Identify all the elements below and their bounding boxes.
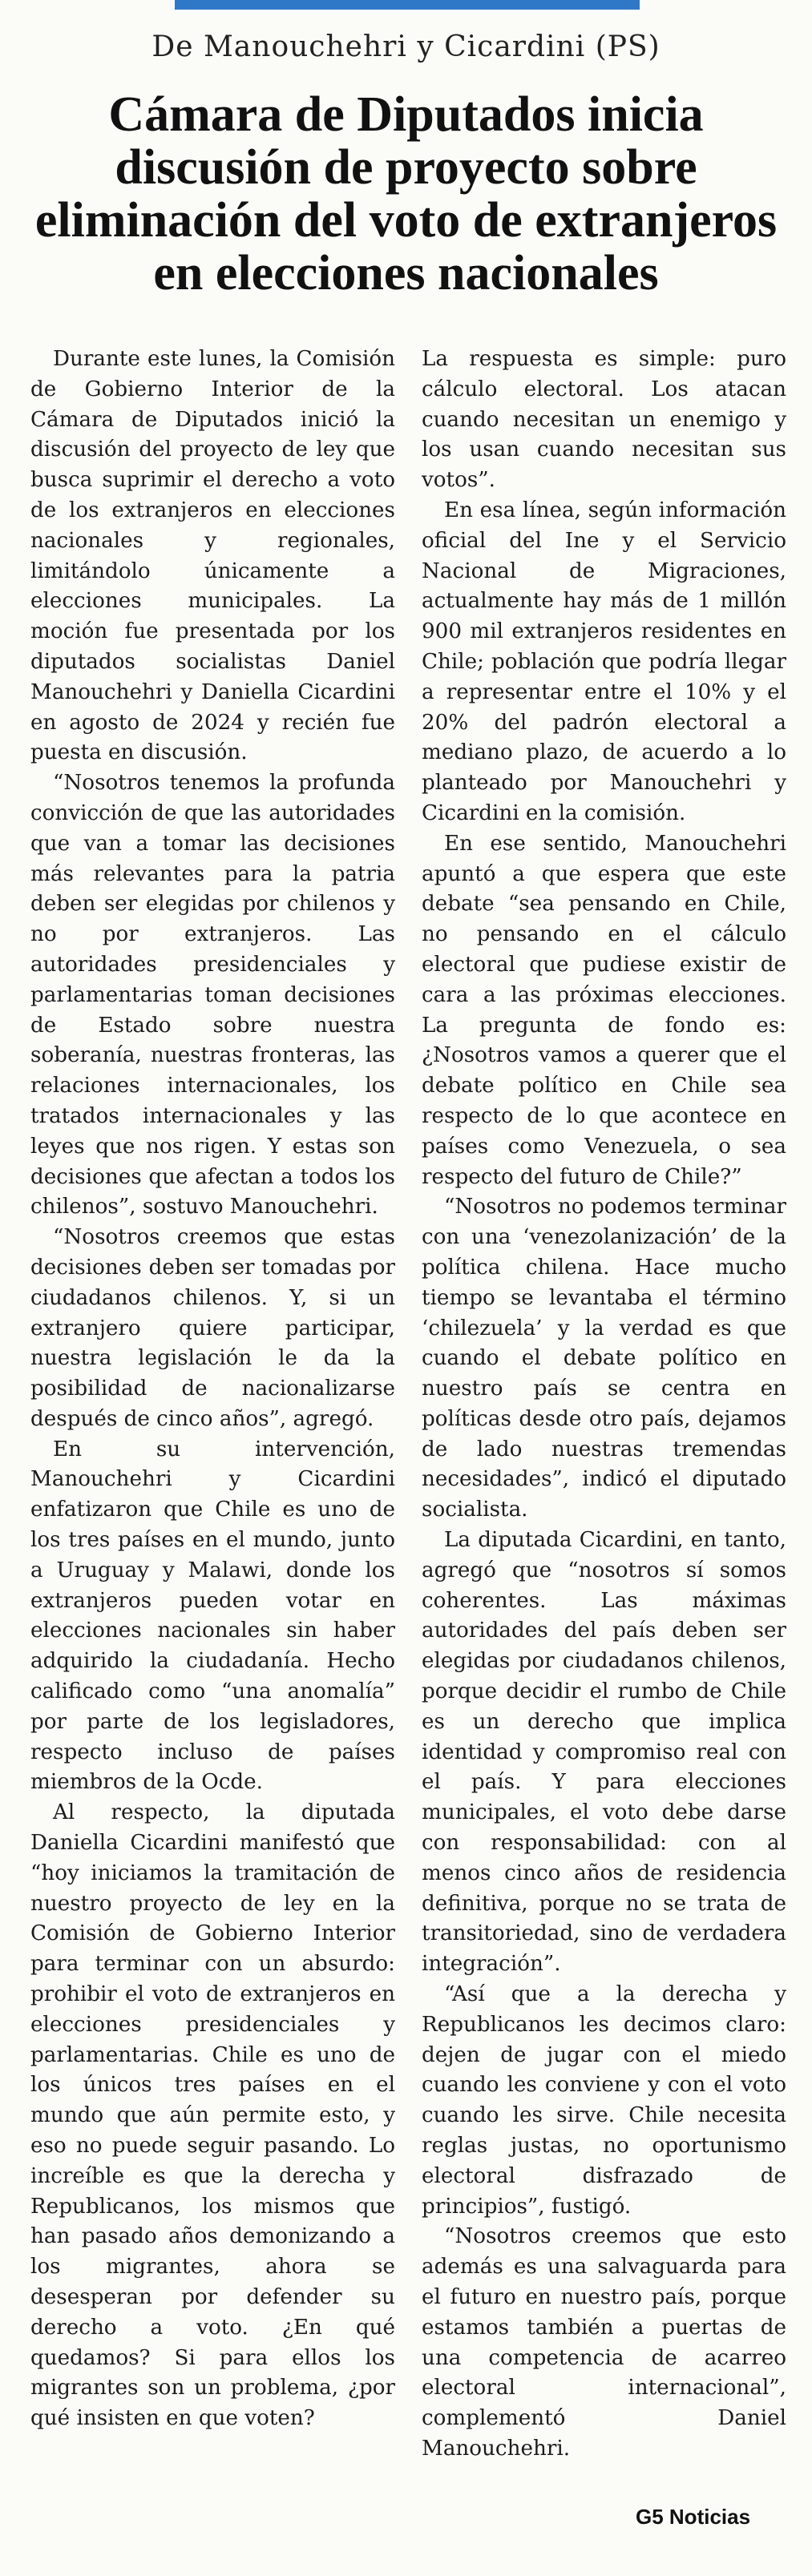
paragraph: La diputada Cicardini, en tanto, agregó que “nosotros sí somos coherentes. Las máximas autoridades del país deben ser elegidas por ciudadanos chilenos, porque decidir el rumbo de Chile es un derecho que implica identidad y compromiso real con el país. Y para elecciones municipales, el voto debe darse con responsabilidad: con al menos cinco años de residencia definitiva, porque no se trata de transitoriedad, sino de verdadera integración”. bbox=[422, 1528, 786, 1977]
paragraph: “Nosotros creemos que esto además es una salvaguarda para el futuro en nuestro país, porque estamos también a puertas de una competencia de acarreo electoral internacional”, complementó Daniel Manouchehri. bbox=[422, 2224, 786, 2461]
paragraph: Durante este lunes, la Comisión de Gobierno Interior de la Cámara de Diputados inició la discusión del proyecto de ley que busca suprimir el derecho a voto de los extranjeros en elecciones nacionales y regionales, limitándolo únicamente a elecciones municipales. La moción fue presentada por los diputados socialistas Daniel Manouchehri y Daniella Cicardini en agosto de 2024 y recién fue puesta en discusión. bbox=[30, 347, 395, 765]
paragraph: En esa línea, según información oficial del Ine y el Servicio Nacional de Migraciones, actualmente hay más de 1 millón 900 mil extranjeros residentes en Chile; población que podría llegar a representar entre el 10% y el 20% del padrón electoral a mediano plazo, de acuerdo a lo planteado por Manouchehri y Cicardini en la comisión. bbox=[422, 498, 786, 825]
headline: Cámara de Diputados inicia discusión de proyecto sobre eliminación del voto de extranjeros en elecciones nacionales bbox=[34, 87, 778, 300]
top-accent-bar bbox=[175, 0, 640, 10]
paragraph: “Nosotros creemos que estas decisiones deben ser tomadas por ciudadanos chilenos. Y, si un extranjero quiere participar, nuestra legislación le da la posibilidad de nacionalizarse después de cinco años”, agregó. bbox=[30, 1225, 395, 1431]
right-column bbox=[422, 345, 786, 2465]
paragraph: Al respecto, la diputada Daniella Cicardini manifestó que “hoy iniciamos la tramitación de nuestro proyecto de ley en la Comisión de Gobierno Interior para terminar con un absurdo: prohibir el voto de extranjeros en elecciones presidenciales y parlamentarias. Chile es uno de los únicos tres países en el mundo que aún permite esto, y eso no puede seguir pasando. Lo increíble es que la derecha y Republicanos, los mismos que han pasado años demonizando a los migrantes, ahora se desesperan por defender su derecho a voto. ¿En qué quedamos? Si para ellos los migrantes son un problema, ¿por qué insisten en que voten? bbox=[30, 1800, 395, 2431]
paragraph: “Nosotros tenemos la profunda convicción de que las autoridades que van a tomar las decisiones más relevantes para la patria deben ser elegidas por chilenos y no por extranjeros. Las autoridades presidenciales y parlamentarias toman decisiones de Estado sobre nuestra soberanía, nuestras fronteras, las relaciones internacionales, los tratados internacionales y las leyes que nos rigen. Y estas son decisiones que afectan a todos los chilenos”, sostuvo Manouchehri. bbox=[30, 771, 395, 1219]
paragraph: La respuesta es simple: puro cálculo electoral. Los atacan cuando necesitan un enemigo y los usan cuando necesitan sus votos”. bbox=[422, 347, 786, 493]
paragraph: En su intervención, Manouchehri y Cicardini enfatizaron que Chile es uno de los tres países en el mundo, junto a Uruguay y Malawi, donde los extranjeros pueden votar en elecciones nacionales sin haber adquirido la ciudadanía. Hecho calificado como “una anomalía” por parte de los legisladores, respecto incluso de países miembros de la Ocde. bbox=[30, 1437, 395, 1795]
source-signature: G5 Noticias bbox=[636, 2505, 751, 2529]
kicker: De Manouchehri y Cicardini (PS) bbox=[151, 30, 661, 63]
paragraph: En ese sentido, Manouchehri apuntó a que espera que este debate “sea pensando en Chile, no pensando en el cálculo electoral que pudiese existir de cara a las próximas elecciones. La pregunta de fondo es: ¿Nosotros vamos a querer que el debate político en Chile sea respecto de lo que acontece en países como Venezuela, o sea respecto del futuro de Chile?” bbox=[422, 831, 786, 1189]
left-column bbox=[30, 345, 395, 2434]
paragraph: “Nosotros no podemos terminar con una ‘venezolanización’ de la política chilena. Hace mucho tiempo se levantaba el término ‘chilezuela’ y la verdad es que cuando el debate político en nuestro país se centra en políticas desde otro país, dejamos de lado nuestras tremendas necesidades”, indicó el diputado socialista. bbox=[422, 1195, 786, 1522]
paragraph: “Así que a la derecha y Republicanos les decimos claro: dejen de jugar con el miedo cuando les conviene y con el voto cuando les sirve. Chile necesita reglas justas, no oportunismo electoral disfrazado de principios”, fustigó. bbox=[422, 1982, 786, 2219]
